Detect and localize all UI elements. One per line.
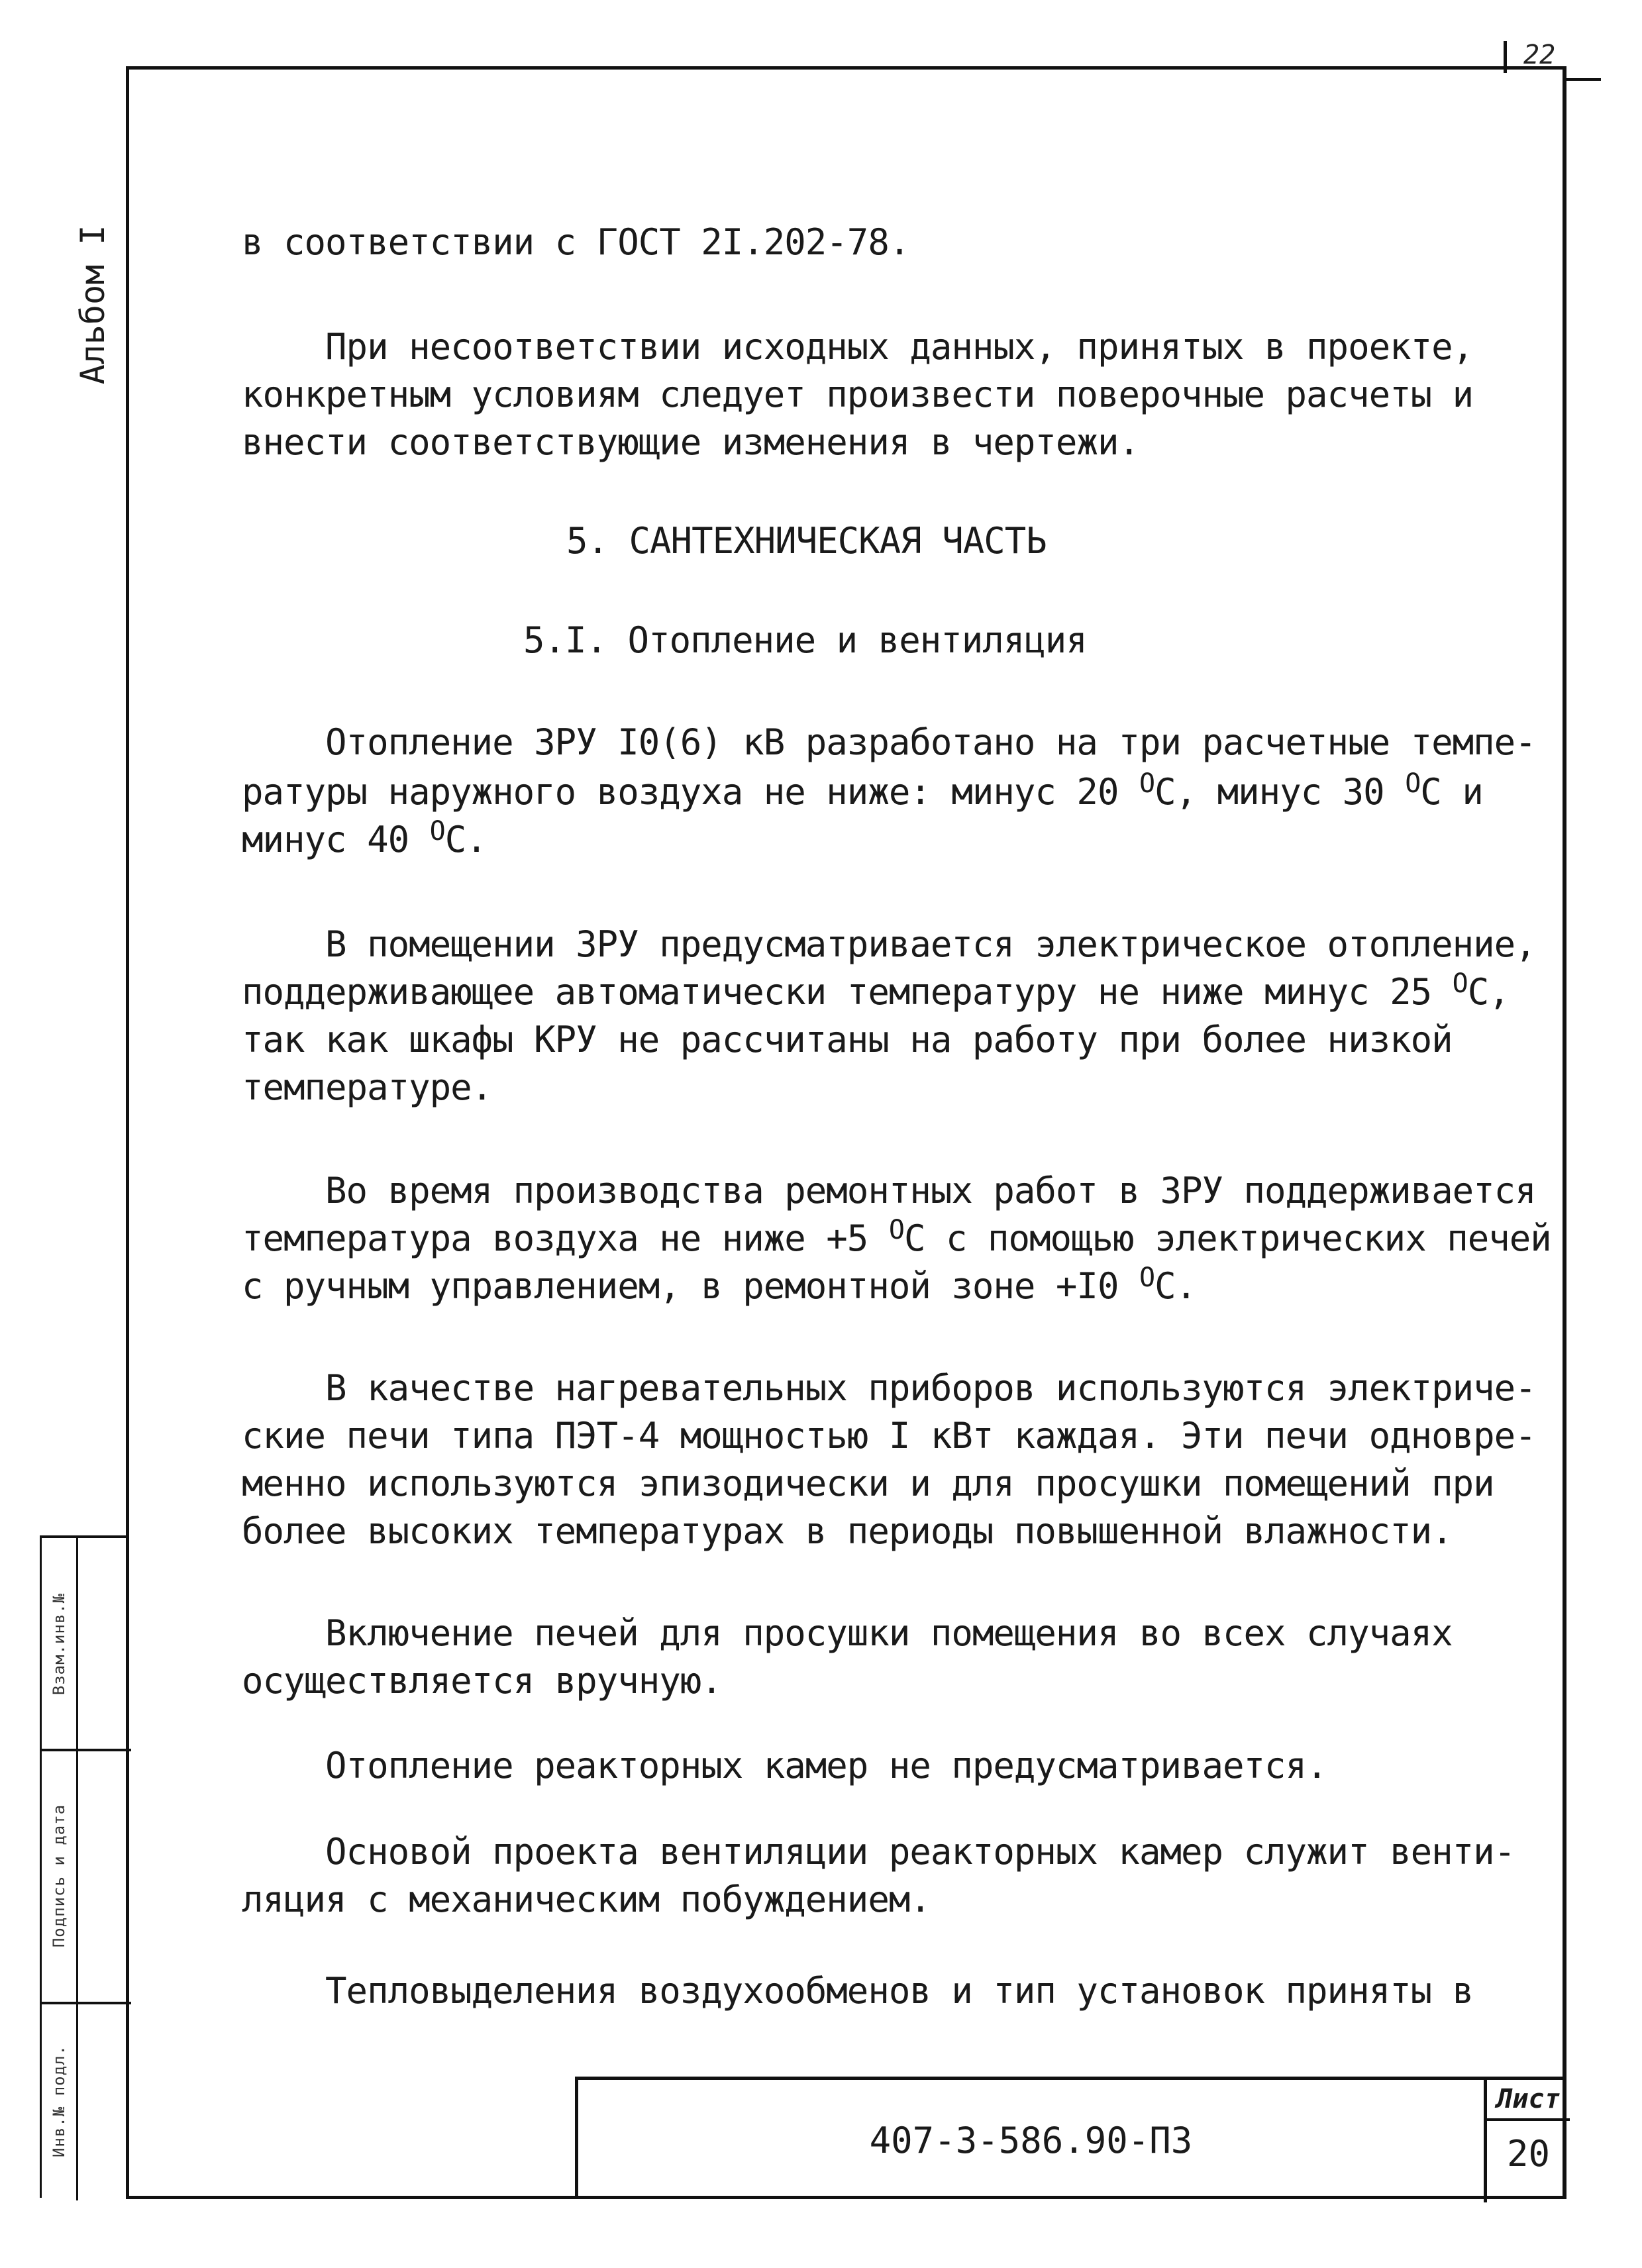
paragraph-2-line-3: минус 40 $^О$С. [242,816,487,860]
paragraph-8-line-1: Основой проекта вентиляции реакторных камер служит венти- [242,1831,1515,1873]
paragraph-5-line-4: более высоких температурах в периоды повышенной влажности. [242,1510,1453,1552]
paragraph-7: Отопление реакторных камер не предусматривается. [242,1745,1327,1786]
paragraph-1-line-2: конкретным условиям следует произвести поверочные расчеты и [242,374,1474,415]
paragraph-5-line-1: В качестве нагревательных приборов используются электриче- [242,1367,1536,1409]
paragraph-2-line-2: ратуры наружного воздуха не ниже: минус 20 $^О$С, минус 30 $^О$С и [242,768,1483,813]
stamp-label-replace-inv: Взам.инв.№ [50,1592,68,1696]
stamp-label-original-inv: Инв.№ подл. [50,2045,68,2157]
sheet-label: Лист [1496,2084,1561,2114]
paragraph-6-line-1: Включение печей для просушки помещения во всех случаях [242,1612,1453,1654]
corner-tick [1504,41,1507,73]
album-label: Альбом I [74,225,112,385]
stamp-label-signature-date: Подпись и дата [50,1804,68,1948]
sheet-number: 20 [1506,2133,1551,2175]
paragraph-3-line-2: поддерживающее автоматически температуру не ниже минус 25 $^О$С, [242,968,1510,1013]
paragraph-4-line-2: температура воздуха не ниже +5 $^О$С с помощью электрических печей [242,1215,1551,1259]
paragraph-2-line-1: Отопление ЗРУ I0(6) кВ разработано на три расчетные темпе- [242,721,1536,763]
paragraph-9: Тепловыделения воздухообменов и тип установок приняты в [242,1970,1474,2012]
paragraph-4-line-1: Во время производства ремонтных работ в ЗРУ поддерживается [242,1170,1536,1211]
paragraph-8-line-2: ляция с механическим побуждением. [242,1879,931,1920]
paragraph-1-line-1: При несоответствии исходных данных, принятых в проекте, [242,326,1474,368]
title-block [575,2077,1566,2199]
paragraph-3-line-3: так как шкафы КРУ не рассчитаны на работу при более низкой [242,1019,1453,1060]
corner-mark: 22 [1523,40,1556,70]
frame-edge [1566,78,1601,81]
paragraph-1-line-3: внести соответствующие изменения в чертежи. [242,421,1139,463]
document-code: 407-3-586.90-ПЗ [869,2120,1193,2161]
paragraph-3-line-4: температуре. [242,1066,493,1108]
paragraph-0: в соответствии с ГОСТ 2I.202-78. [242,221,910,263]
paragraph-5-line-3: менно используются эпизодически и для просушки помещений при [242,1463,1494,1504]
paragraph-6-line-2: осуществляется вручную. [242,1660,722,1702]
section-title: 5. САНТЕХНИЧЕСКАЯ ЧАСТЬ [566,520,1047,562]
paragraph-3-line-1: В помещении ЗРУ предусматривается электрическое отопление, [242,923,1536,965]
subsection-title: 5.I. Отопление и вентиляция [523,619,1087,661]
margin-stamp [40,1535,129,2198]
paragraph-5-line-2: ские печи типа ПЭТ-4 мощностью I кВт каждая. Эти печи одновре- [242,1415,1536,1457]
paragraph-4-line-3: с ручным управлением, в ремонтной зоне +I0 $^О$С. [242,1263,1197,1307]
